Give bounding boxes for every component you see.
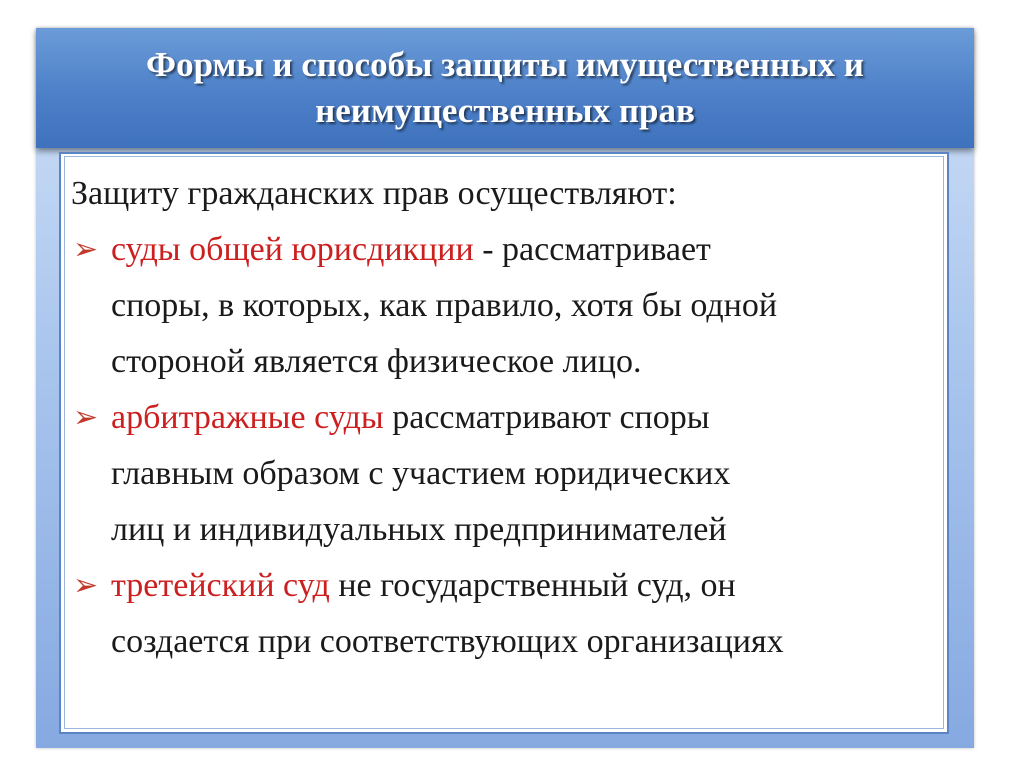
arrow-bullet-icon: ➢: [73, 233, 99, 266]
title-bar: [36, 28, 974, 148]
bullet-line: споры, в которых, как правило, хотя бы одной: [111, 287, 778, 324]
bullet-line: лиц и индивидуальных предпринимателей: [111, 511, 727, 548]
bullet-line: [111, 390, 951, 446]
bullet-line: [111, 558, 951, 614]
title-line-1: Формы и способы защиты имущественных и: [146, 45, 864, 84]
slide: [36, 28, 974, 748]
content-frame: [59, 152, 949, 734]
title-line-2: неимущественных прав: [315, 91, 695, 130]
arrow-bullet-icon: ➢: [73, 401, 99, 434]
bullet-highlight: суды общей юрисдикции: [111, 231, 474, 268]
bullet-text: рассматривают споры: [383, 399, 710, 436]
list-item: [71, 390, 951, 558]
bullet-text: - рассматривает: [473, 231, 711, 268]
slide-title: [146, 42, 864, 134]
intro-text: Защиту гражданских прав осуществляют:: [71, 175, 677, 212]
bullet-line: стороной является физическое лицо.: [111, 343, 642, 380]
bullet-line: главным образом с участием юридических: [111, 455, 731, 492]
list-item: [71, 222, 951, 390]
bullet-line: создается при соответствующих организациях: [111, 623, 784, 660]
arrow-bullet-icon: ➢: [73, 569, 99, 602]
bullet-text: не государственный суд, он: [329, 567, 736, 604]
content-text: [71, 166, 951, 670]
bullet-highlight: третейский суд: [111, 567, 330, 604]
bullet-line: [111, 222, 951, 278]
list-item: [71, 558, 951, 670]
bullet-highlight: арбитражные суды: [111, 399, 384, 436]
